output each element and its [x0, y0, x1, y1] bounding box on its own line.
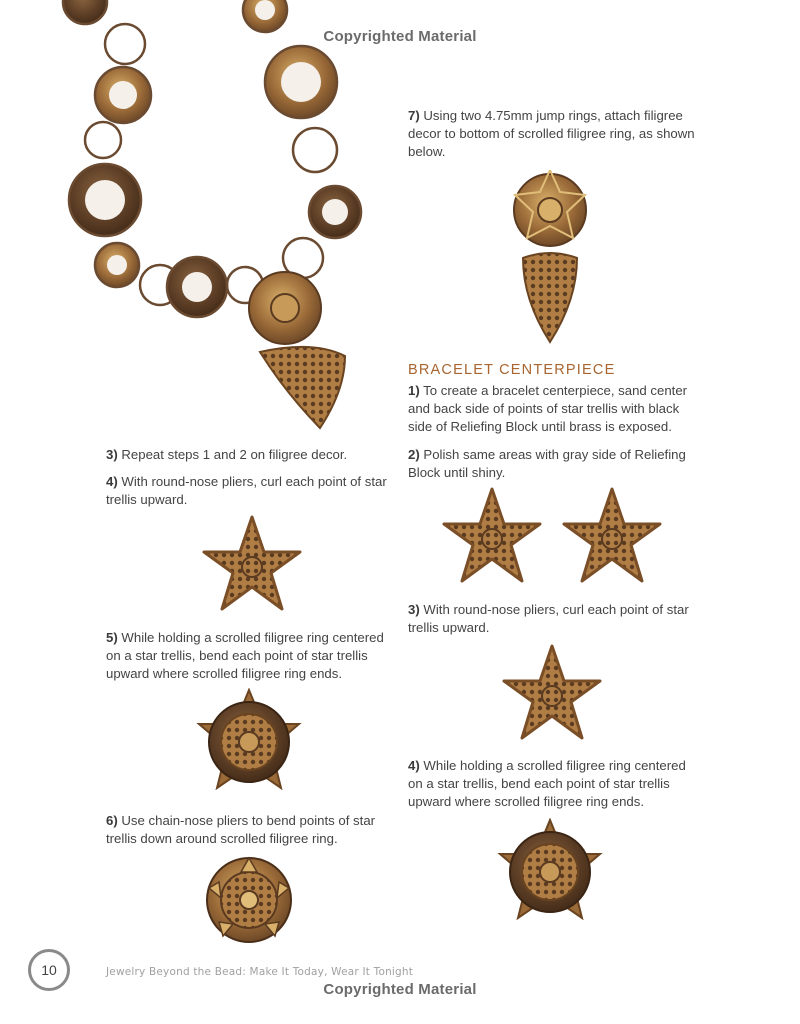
section-title-bracelet-centerpiece: BRACELET CENTERPIECE: [408, 362, 616, 378]
bracelet-step-2: 2) Polish same areas with gray side of Reliefing Block until shiny.: [408, 447, 686, 480]
step-3-repeat: 3) Repeat steps 1 and 2 on filigree decor.: [106, 447, 348, 462]
curled-star-trellis-photo: [193, 512, 311, 614]
bracelet-step-3: 3) With round-nose pliers, curl each point of star trellis upward.: [408, 602, 689, 635]
finished-centerpiece-photo: [198, 856, 300, 944]
step-5-bend-points: 5) While holding a scrolled filigree ring centered on a star trellis, bend each point of star trellis upward where scrolled filigree ring ends.: [106, 630, 384, 681]
page-number: 10: [41, 962, 57, 978]
step-7-attach-decor: 7) Using two 4.75mm jump rings, attach filigree decor to bottom of scrolled filigree ring, as shown below.: [408, 108, 695, 159]
bracelet-step-1: 1) To create a bracelet centerpiece, sand center and back side of points of star trellis with black side of Reliefing Block until brass is exposed.: [408, 383, 688, 434]
watermark-bottom: Copyrighted Material: [323, 981, 477, 998]
sanded-star-trellis-photo: [436, 484, 548, 590]
polished-star-trellis-photo: [556, 484, 668, 590]
step-4-curl-points: 4) With round-nose pliers, curl each point of star trellis upward.: [106, 474, 387, 507]
bracelet-step-4: 4) While holding a scrolled filigree ring centered on a star trellis, bend each point of star trellis upward where scrolled filigree ring ends.: [408, 758, 686, 809]
curled-star-trellis-right-photo: [494, 642, 610, 742]
ring-on-star-photo: [196, 688, 302, 790]
necklace-photo: [45, 0, 375, 432]
ring-with-decor-photo: [505, 170, 595, 345]
step-6-bend-down: 6) Use chain-nose pliers to bend points of star trellis down around scrolled filigree ring.: [106, 813, 376, 846]
ring-on-star-right-photo: [497, 818, 603, 920]
running-title: Jewelry Beyond the Bead: Make It Today, Wear It Tonight: [106, 966, 414, 978]
watermark-top: Copyrighted Material: [323, 28, 477, 45]
